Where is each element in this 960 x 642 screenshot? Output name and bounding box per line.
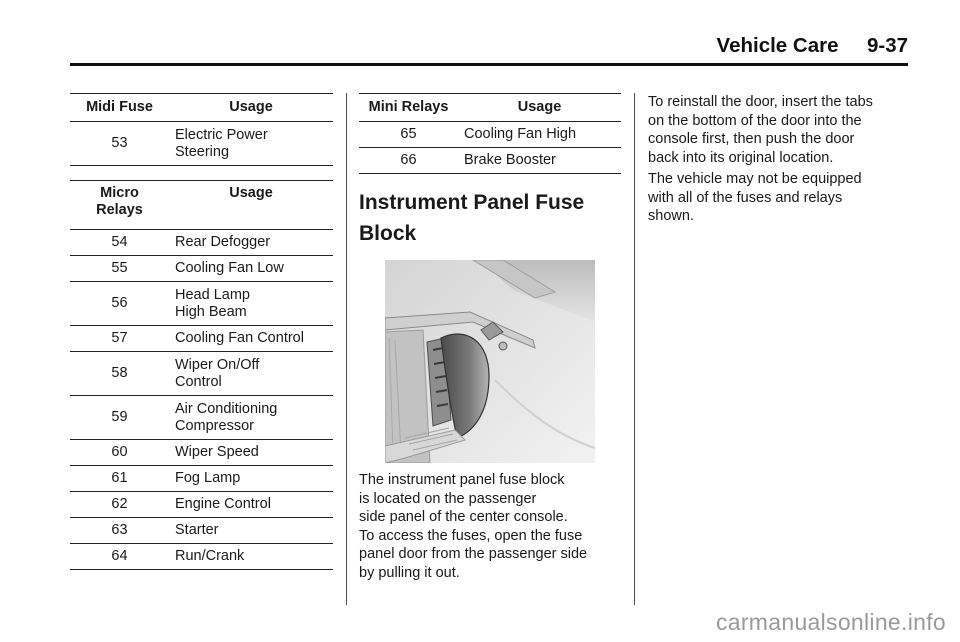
table-row (70, 352, 333, 396)
table-row (70, 518, 333, 544)
table-row (359, 148, 621, 174)
header-line: Micro (100, 185, 139, 201)
relay-number: 61 (70, 466, 169, 492)
relay-number: 63 (70, 518, 169, 544)
header-line: Relays (96, 202, 143, 218)
section-heading (359, 187, 609, 249)
relay-usage: Engine Control (169, 492, 333, 518)
relay-number: 59 (70, 396, 169, 440)
text-line: side panel of the center console. (359, 509, 568, 525)
table-header-row (70, 181, 333, 230)
fuse-block-location-text (359, 471, 624, 582)
relay-usage: Cooling Fan Low (169, 256, 333, 282)
usage-line: Control (175, 373, 222, 390)
table-row (70, 122, 333, 166)
table-header-row (359, 94, 621, 122)
table-row (70, 326, 333, 352)
table-row (70, 282, 333, 326)
column-divider-right (634, 93, 635, 605)
mini-relays-table (359, 93, 621, 174)
equipment-note-text (648, 170, 910, 226)
reinstall-door-text (648, 93, 910, 167)
table-row (70, 256, 333, 282)
text-line: is located on the passenger (359, 490, 537, 507)
table-row (70, 440, 333, 466)
column-header: Usage (169, 94, 333, 122)
micro-relays-table (70, 180, 333, 570)
relay-number: 58 (70, 352, 169, 396)
text-line: The vehicle may not be equipped (648, 171, 862, 187)
table-row (70, 492, 333, 518)
text-line: The instrument panel fuse block (359, 472, 565, 488)
relay-number: 54 (70, 230, 169, 256)
relay-usage (169, 352, 333, 396)
relay-usage: Rear Defogger (169, 230, 333, 256)
heading-line: Block (359, 222, 417, 245)
page-title: Vehicle Care 9-37 (716, 34, 908, 57)
relay-usage: Fog Lamp (169, 466, 333, 492)
relay-number: 57 (70, 326, 169, 352)
table-row (70, 396, 333, 440)
text-line: To access the fuses, open the fuse (359, 527, 583, 544)
relay-number: 55 (70, 256, 169, 282)
relay-usage: Cooling Fan High (458, 122, 621, 148)
midi-fuse-table (70, 93, 333, 166)
text-line: back into its original location. (648, 149, 834, 166)
usage-line: Air Conditioning (175, 400, 278, 417)
fuse-usage (169, 122, 333, 166)
column-header: Mini Relays (359, 94, 458, 122)
column-header (70, 181, 169, 230)
relay-usage (169, 396, 333, 440)
text-line: by pulling it out. (359, 564, 460, 581)
fuse-block-illustration (385, 260, 595, 463)
relay-number: 56 (70, 282, 169, 326)
page-header (70, 28, 908, 64)
table-row (359, 122, 621, 148)
text-line: console first, then push the door (648, 131, 855, 147)
relay-usage (169, 282, 333, 326)
column-header: Midi Fuse (70, 94, 169, 122)
column-header: Usage (169, 181, 333, 230)
column-header: Usage (458, 94, 621, 122)
table-row (70, 544, 333, 570)
usage-line: Steering (175, 143, 230, 160)
usage-line: Compressor (175, 417, 254, 434)
relay-number: 64 (70, 544, 169, 570)
relay-usage: Brake Booster (458, 148, 621, 174)
table-header-row (70, 94, 333, 122)
text-line: panel door from the passenger side (359, 546, 588, 562)
heading-line: Instrument Panel Fuse (359, 191, 585, 214)
usage-line: Wiper On/Off (175, 356, 260, 373)
fuse-panel-drawing (385, 260, 595, 463)
watermark: carmanualsonline.info (715, 609, 946, 635)
header-rule (70, 63, 908, 66)
relay-usage: Cooling Fan Control (169, 326, 333, 352)
text-line: shown. (648, 208, 694, 224)
fuse-number: 53 (70, 122, 169, 166)
table-row (70, 466, 333, 492)
relay-number: 62 (70, 492, 169, 518)
relay-usage: Run/Crank (169, 544, 333, 570)
table-row (70, 230, 333, 256)
relay-usage: Wiper Speed (169, 440, 333, 466)
relay-number: 60 (70, 440, 169, 466)
usage-line: Electric Power (175, 126, 268, 143)
usage-line: Head Lamp (175, 286, 250, 303)
relay-number: 66 (359, 148, 458, 174)
usage-line: High Beam (175, 303, 247, 320)
relay-number: 65 (359, 122, 458, 148)
column-divider-left (346, 93, 347, 605)
text-line: To reinstall the door, insert the tabs (648, 94, 873, 110)
text-line: on the bottom of the door into the (648, 112, 862, 129)
text-line: with all of the fuses and relays (648, 189, 843, 206)
relay-usage: Starter (169, 518, 333, 544)
